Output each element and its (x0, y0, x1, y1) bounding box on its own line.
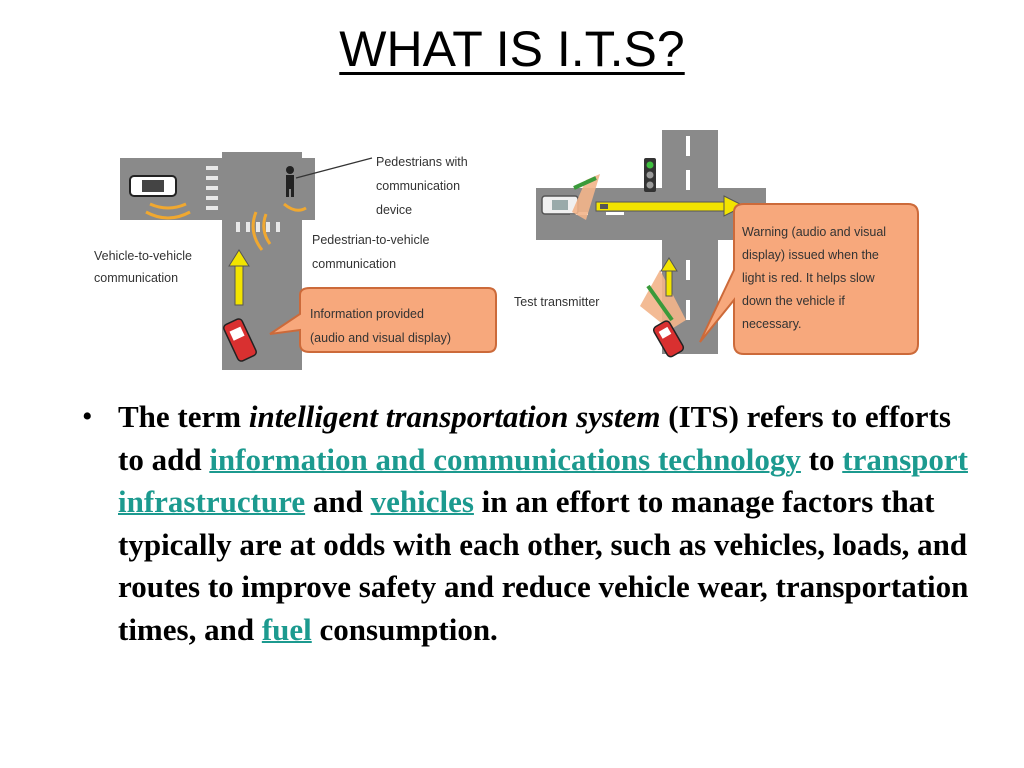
bullet-item (72, 396, 972, 651)
text-segment: (ITS) refers to efforts to add (118, 399, 951, 477)
warning-callout-label-1: Warning (audio and visual (742, 225, 887, 239)
info-callout-label-2: (audio and visual display) (310, 331, 452, 345)
text-segment: The term (118, 399, 249, 434)
white-car-icon (130, 176, 176, 196)
text-segment: and (305, 484, 371, 519)
slide-title-text: WHAT IS I.T.S? (339, 21, 685, 77)
its-term: intelligent transportation system (248, 399, 661, 434)
info-callout-label-1: Information provided (310, 307, 424, 321)
traffic-light-icon (644, 158, 656, 192)
v2v-label-1: Vehicle-to-vehicle (94, 249, 192, 263)
link-ict[interactable]: information and communications technology (209, 441, 801, 477)
warning-callout-label-5: necessary. (742, 317, 802, 331)
right-intersection (514, 130, 918, 358)
slide-title (0, 20, 1024, 78)
warning-callout-label-2: display) issued when the (742, 248, 879, 262)
p2v-label-1: Pedestrian-to-vehicle (312, 233, 430, 247)
link-transport-infrastructure[interactable]: transport infrastructure (118, 441, 968, 519)
test-transmitter-label: Test transmitter (514, 295, 600, 309)
warning-callout-label-3: light is red. It helps slow (742, 271, 875, 285)
bullet-dot-icon: • (82, 400, 93, 433)
its-definition-text (118, 396, 972, 651)
warning-callout-label-4: down the vehicle if (742, 294, 845, 308)
text-segment: consumption. (311, 611, 498, 647)
text-segment: in an effort to manage factors that typically are at odds with each other, such as vehicles, loads, and routes to improve safety and reduce vehicle wear, transportation times, and (118, 484, 969, 647)
link-vehicles[interactable]: vehicles (370, 484, 474, 519)
its-diagram (0, 130, 1024, 380)
pedestrians-device-label-2: communication (376, 179, 461, 193)
pedestrians-device-label-1: Pedestrians with (376, 155, 468, 169)
pedestrians-device-label-3: device (376, 203, 413, 217)
left-intersection (94, 152, 496, 370)
link-fuel[interactable]: fuel (261, 611, 312, 647)
p2v-label-2: communication (312, 257, 397, 271)
text-segment: to (800, 441, 843, 477)
v2v-label-2: communication (94, 271, 179, 285)
